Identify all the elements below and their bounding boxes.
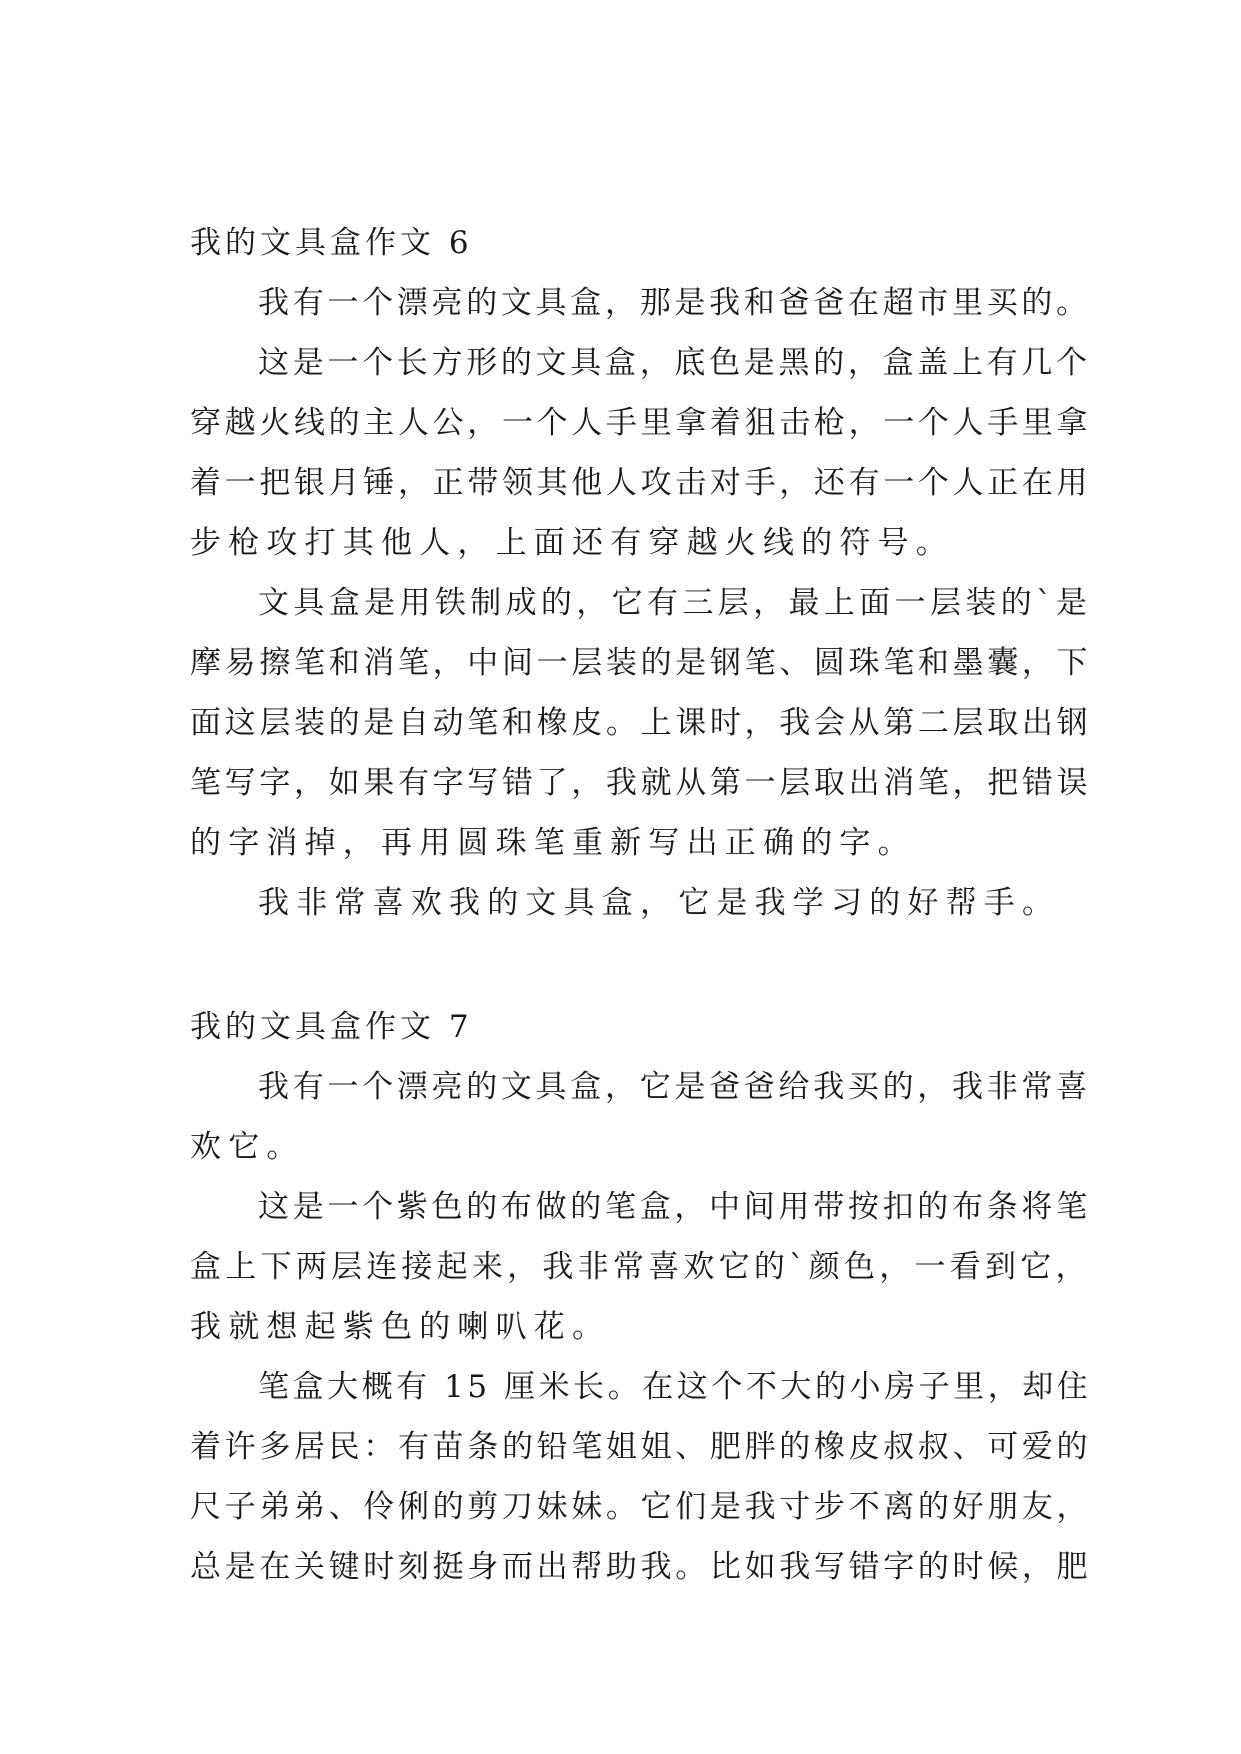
essay-6-line-11: 我非常喜欢我的文具盒，它是我学习的好帮手。	[258, 885, 1061, 921]
essay-7-line-8: 尺子弟弟、伶俐的剪刀妹妹。它们是我寸步不离的好朋友，	[190, 1489, 1092, 1525]
essay-7-line-6: 笔盒大概有 15 厘米长。在这个不大的小房子里，却住	[258, 1369, 1092, 1405]
essay-6-line-6: 文具盒是用铁制成的，它有三层，最上面一层装的`是	[258, 585, 1092, 621]
essay-6-line-1: 我有一个漂亮的文具盒，那是我和爸爸在超市里买的。	[258, 285, 1091, 321]
essay-6-line-3: 穿越火线的主人公，一个人手里拿着狙击枪，一个人手里拿	[190, 405, 1092, 441]
essay-7-line-2: 欢它。	[190, 1129, 305, 1165]
essay-6-line-4: 着一把银月锤，正带领其他人攻击对手，还有一个人正在用	[190, 465, 1092, 501]
essay-6-line-7: 摩易擦笔和消笔，中间一层装的是钢笔、圆珠笔和墨囊，下	[190, 645, 1092, 681]
essay-6-line-5: 步枪攻打其他人，上面还有穿越火线的符号。	[190, 525, 954, 561]
essay-6-line-2: 这是一个长方形的文具盒，底色是黑的，盒盖上有几个	[258, 345, 1091, 381]
essay-7-line-7: 着许多居民：有苗条的铅笔姐姐、肥胖的橡皮叔叔、可爱的	[190, 1429, 1092, 1465]
essay-6-line-8: 面这层装的是自动笔和橡皮。上课时，我会从第二层取出钢	[190, 705, 1092, 741]
essay-7-line-3: 这是一个紫色的布做的笔盒，中间用带按扣的布条将笔	[258, 1189, 1091, 1225]
essay-6-line-9: 笔写字，如果有字写错了，我就从第一层取出消笔，把错误	[190, 765, 1092, 801]
essay-7-line-1: 我有一个漂亮的文具盒，它是爸爸给我买的，我非常喜	[258, 1069, 1091, 1105]
essay-7-title: 我的文具盒作文 7	[190, 1009, 473, 1045]
essay-6-title: 我的文具盒作文 6	[190, 225, 473, 261]
essay-6-line-10: 的字消掉，再用圆珠笔重新写出正确的字。	[190, 825, 916, 861]
essay-7-line-4: 盒上下两层连接起来，我非常喜欢它的`颜色，一看到它，	[190, 1249, 1091, 1285]
essay-7-line-9: 总是在关键时刻挺身而出帮助我。比如我写错字的时候，肥	[190, 1549, 1092, 1585]
essay-7-line-5: 我就想起紫色的喇叭花。	[190, 1309, 611, 1345]
